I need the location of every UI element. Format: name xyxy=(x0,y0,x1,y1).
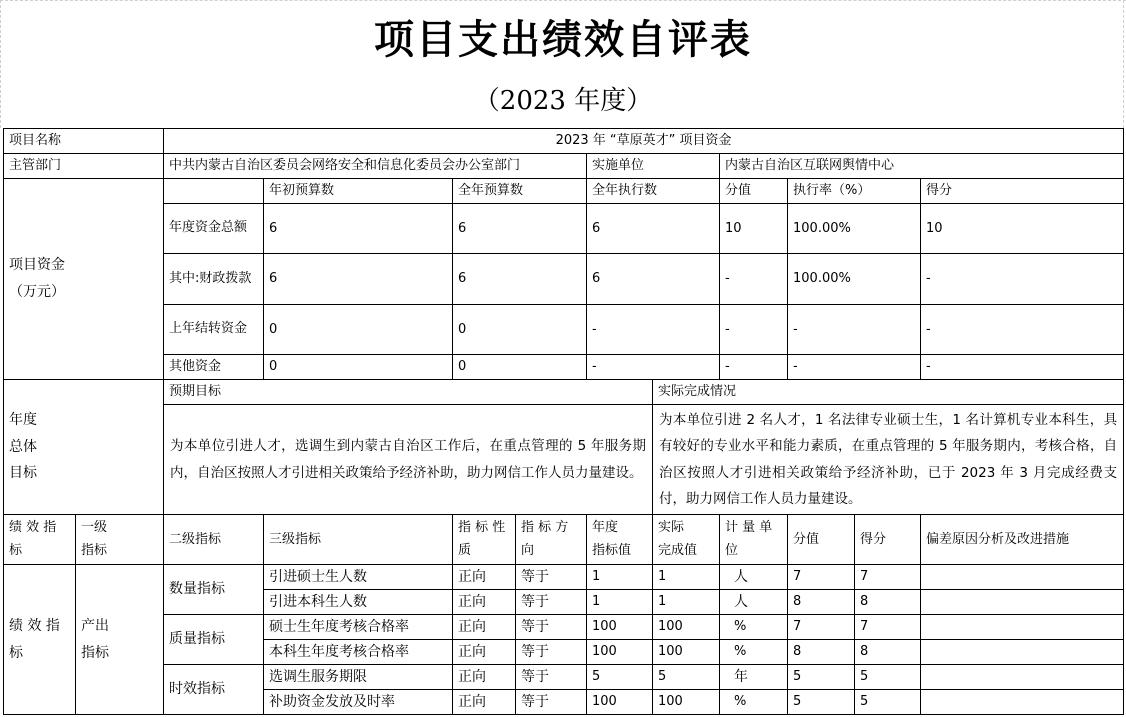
indicator-actual[interactable]: 100 xyxy=(653,690,720,715)
row-project-name xyxy=(4,129,1124,154)
indicator-score[interactable]: 5 xyxy=(855,665,921,690)
funds-cell[interactable]: 10 xyxy=(921,204,1124,254)
indicator-name: 引进本科生人数 xyxy=(264,590,453,615)
funds-header: 年初预算数 xyxy=(264,179,453,204)
dept-value[interactable]: 中共内蒙古自治区委员会网络安全和信息化委员会办公室部门 xyxy=(164,154,587,179)
perf-level2-label: 质量指标 xyxy=(164,615,264,665)
funds-header: 执行率（%） xyxy=(788,179,921,204)
funds-cell[interactable]: 0 xyxy=(264,305,453,355)
indicator-actual[interactable]: 5 xyxy=(653,665,720,690)
indicator-direction[interactable]: 等于 xyxy=(516,690,587,715)
funds-cell[interactable]: 100.00% xyxy=(788,204,921,254)
indicator-unit[interactable]: % xyxy=(720,615,788,640)
funds-cell[interactable]: - xyxy=(720,254,788,305)
perf-header: 三级指标 xyxy=(264,515,453,565)
perf-header: 计 量 单 位 xyxy=(720,515,788,565)
expected-goal-text[interactable]: 为本单位引进人才，选调生到内蒙古自治区工作后，在重点管理的 5 年服务期内，自治区按照人才引进相关政策给予经济补助，助力网信工作人员力量建设。 xyxy=(164,405,653,515)
perf-header: 二级指标 xyxy=(164,515,264,565)
indicator-name: 选调生服务期限 xyxy=(264,665,453,690)
actual-result-label: 实际完成情况 xyxy=(653,380,1124,405)
indicator-score-value[interactable]: 5 xyxy=(788,665,855,690)
row-goals-content xyxy=(4,405,1124,515)
row-department xyxy=(4,154,1124,179)
indicator-score-value[interactable]: 7 xyxy=(788,565,855,590)
indicator-nature[interactable]: 正向 xyxy=(453,665,516,690)
funds-cell[interactable]: 6 xyxy=(453,204,587,254)
indicator-unit[interactable]: % xyxy=(720,690,788,715)
funds-cell[interactable]: - xyxy=(921,254,1124,305)
funds-cell[interactable]: 0 xyxy=(264,355,453,380)
goals-label: 年度 总体 目标 xyxy=(4,380,164,515)
perf-header: 分值 xyxy=(788,515,855,565)
indicator-name: 补助资金发放及时率 xyxy=(264,690,453,715)
row-funds-fiscal xyxy=(4,254,1124,305)
funds-cell[interactable]: - xyxy=(720,355,788,380)
indicator-target[interactable]: 100 xyxy=(587,690,653,715)
indicator-name: 硕士生年度考核合格率 xyxy=(264,615,453,640)
indicator-unit[interactable]: 人 xyxy=(720,590,788,615)
funds-cell[interactable]: - xyxy=(587,305,720,355)
indicator-score[interactable]: 5 xyxy=(855,690,921,715)
expected-goal-label: 预期目标 xyxy=(164,380,653,405)
funds-cell[interactable]: - xyxy=(921,305,1124,355)
indicator-direction[interactable]: 等于 xyxy=(516,640,587,665)
row-goals-header xyxy=(4,380,1124,405)
funds-cell[interactable]: 6 xyxy=(587,254,720,305)
funds-cell[interactable]: 6 xyxy=(264,204,453,254)
indicator-target[interactable]: 1 xyxy=(587,590,653,615)
funds-cell[interactable]: 6 xyxy=(587,204,720,254)
funds-cell[interactable]: 6 xyxy=(264,254,453,305)
funds-cell[interactable]: 100.00% xyxy=(788,254,921,305)
indicator-nature[interactable]: 正向 xyxy=(453,565,516,590)
indicator-direction[interactable]: 等于 xyxy=(516,590,587,615)
funds-header: 得分 xyxy=(921,179,1124,204)
row-funds-other xyxy=(4,355,1124,380)
perf-header: 指 标 性 质 xyxy=(453,515,516,565)
indicator-actual[interactable]: 1 xyxy=(653,565,720,590)
perf-header: 实际 完成值 xyxy=(653,515,720,565)
perf-header: 年度 指标值 xyxy=(587,515,653,565)
funds-row-label: 上年结转资金 xyxy=(164,305,264,355)
funds-cell[interactable]: 6 xyxy=(453,254,587,305)
indicator-nature[interactable]: 正向 xyxy=(453,590,516,615)
page-title: 项目支出绩效自评表 xyxy=(374,16,752,63)
indicator-name: 引进硕士生人数 xyxy=(264,565,453,590)
impl-value[interactable]: 内蒙古自治区互联网舆情中心 xyxy=(720,154,1124,179)
funds-cell[interactable]: - xyxy=(587,355,720,380)
evaluation-table xyxy=(3,128,1124,715)
page-subtitle: （2023 年度） xyxy=(473,86,653,116)
indicator-direction[interactable]: 等于 xyxy=(516,565,587,590)
row-funds-total xyxy=(4,204,1124,254)
indicator-remark[interactable] xyxy=(921,590,1124,615)
indicator-score[interactable]: 7 xyxy=(855,615,921,640)
indicator-unit[interactable]: % xyxy=(720,640,788,665)
indicator-actual[interactable]: 100 xyxy=(653,615,720,640)
table-row xyxy=(4,665,1124,690)
indicator-unit[interactable]: 人 xyxy=(720,565,788,590)
indicator-remark[interactable] xyxy=(921,565,1124,590)
funds-row-label: 其中:财政拨款 xyxy=(164,254,264,305)
indicator-score-value[interactable]: 5 xyxy=(788,690,855,715)
indicator-direction[interactable]: 等于 xyxy=(516,665,587,690)
funds-cell[interactable]: 10 xyxy=(720,204,788,254)
table-row xyxy=(4,615,1124,640)
row-perf-header xyxy=(4,515,1124,565)
impl-label: 实施单位 xyxy=(587,154,720,179)
indicator-nature[interactable]: 正向 xyxy=(453,640,516,665)
indicator-remark[interactable] xyxy=(921,640,1124,665)
perf-header: 一级 指标 xyxy=(76,515,164,565)
row-funds-header xyxy=(4,179,1124,204)
perf-header: 得分 xyxy=(855,515,921,565)
indicator-remark[interactable] xyxy=(921,615,1124,640)
indicator-score[interactable]: 7 xyxy=(855,565,921,590)
indicator-score-value[interactable]: 8 xyxy=(788,640,855,665)
perf-level1-label: 产出 指标 xyxy=(76,565,164,715)
funds-row-label: 其他资金 xyxy=(164,355,264,380)
indicator-target[interactable]: 100 xyxy=(587,615,653,640)
perf-level2-label: 时效指标 xyxy=(164,665,264,715)
dept-label: 主管部门 xyxy=(4,154,164,179)
indicator-target[interactable]: 100 xyxy=(587,640,653,665)
funds-header: 分值 xyxy=(720,179,788,204)
indicator-actual[interactable]: 100 xyxy=(653,640,720,665)
indicator-actual[interactable]: 1 xyxy=(653,590,720,615)
indicator-nature[interactable]: 正向 xyxy=(453,615,516,640)
perf-header: 偏差原因分析及改进措施 xyxy=(921,515,1124,565)
project-name-value[interactable]: 2023 年 “草原英才” 项目资金 xyxy=(164,129,1124,154)
funds-cell[interactable]: 0 xyxy=(453,355,587,380)
funds-cell[interactable]: 0 xyxy=(453,305,587,355)
indicator-target[interactable]: 5 xyxy=(587,665,653,690)
perf-header: 绩 效 指 标 xyxy=(4,515,76,565)
row-funds-carryover xyxy=(4,305,1124,355)
funds-header: 全年执行数 xyxy=(587,179,720,204)
perf-section-label: 绩 效 指 标 xyxy=(4,565,76,715)
sheet-gridline-top xyxy=(0,0,1126,1)
table-row xyxy=(4,565,1124,590)
indicator-score[interactable]: 8 xyxy=(855,640,921,665)
indicator-score-value[interactable]: 8 xyxy=(788,590,855,615)
funds-cell[interactable]: - xyxy=(788,305,921,355)
funds-corner-cell xyxy=(164,179,264,204)
funds-cell[interactable]: - xyxy=(921,355,1124,380)
indicator-direction[interactable]: 等于 xyxy=(516,615,587,640)
indicator-target[interactable]: 1 xyxy=(587,565,653,590)
indicator-unit[interactable]: 年 xyxy=(720,665,788,690)
indicator-score[interactable]: 8 xyxy=(855,590,921,615)
indicator-nature[interactable]: 正向 xyxy=(453,690,516,715)
funds-row-label: 年度资金总额 xyxy=(164,204,264,254)
funds-header: 全年预算数 xyxy=(453,179,587,204)
indicator-remark[interactable] xyxy=(921,690,1124,715)
perf-level2-label: 数量指标 xyxy=(164,565,264,615)
indicator-score-value[interactable]: 7 xyxy=(788,615,855,640)
project-name-label: 项目名称 xyxy=(4,129,164,154)
funds-label: 项目资金 （万元） xyxy=(4,179,164,380)
funds-cell[interactable]: - xyxy=(720,305,788,355)
indicator-name: 本科生年度考核合格率 xyxy=(264,640,453,665)
funds-cell[interactable]: - xyxy=(788,355,921,380)
actual-result-text[interactable]: 为本单位引进 2 名人才，1 名法律专业硕士生，1 名计算机专业本科生，具有较好的专业水平和能力素质，在重点管理的 5 年服务期内，考核合格，自治区按照人才引进相关政策给予经济补助，已于 2023 年 3 月完成经费支付，助力网信工作人员力量建设。 xyxy=(653,405,1124,515)
indicator-remark[interactable] xyxy=(921,665,1124,690)
perf-header: 指 标 方 向 xyxy=(516,515,587,565)
